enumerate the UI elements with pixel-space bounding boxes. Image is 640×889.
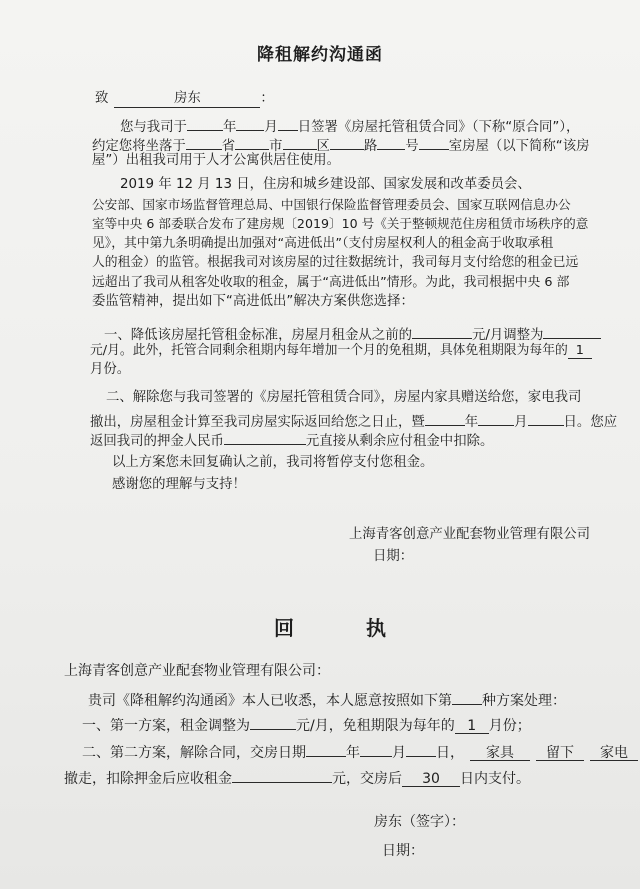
p2-line-7: 委监管精神，提出如下“高进低出”解决方案供您选择： [92,294,414,309]
handover-month-field [360,740,392,757]
text: 日， [436,745,464,761]
text: 返回我司的押金人民币 [90,434,224,449]
receipt-line-4 [64,766,530,788]
text: 撤出，房屋租金计算至我司房屋实际返回给您之日止，暨 [90,415,425,430]
number-field [377,133,405,150]
text: 室房屋（以下简称“该房 [448,139,590,154]
payment-days-field: 30 [402,770,460,787]
receivable-rent-field [232,766,332,783]
p2-line-2: 公安部、国家市场监督管理总局、中国银行保险监督管理委员会、国家互联网信息办公 [92,197,571,212]
text: 元/月调整为 [471,328,544,343]
text: 年 [464,415,479,430]
receipt-free-month-field: 1 [455,717,489,734]
old-rent-field [412,322,472,339]
text: 贵司《降租解约沟通函》本人已收悉，本人愿意按照如下第 [88,693,452,709]
sign-month-field [236,114,264,131]
company-name: 上海青客创意产业配套物业管理有限公司 [349,527,591,542]
text: 撤走，扣除押金后应收租金 [64,771,232,787]
thanks-line: 感谢您的理解与支持！ [112,477,246,492]
receipt-title: 回执 [274,616,458,640]
furniture-field: 家具 [470,744,530,761]
text: 年 [346,745,360,761]
return-month-field [478,409,514,426]
p1-line-3: 屋”）出租我司用于人才公寓供居住使用。 [92,153,340,168]
salutation-line [95,90,274,108]
furniture-action-field: 留下 [536,744,584,761]
free-month-field: 1 [568,342,592,359]
text: 约定您将坐落于 [92,139,186,154]
handover-day-field [406,740,436,757]
room-field [419,133,449,150]
text: 省 [221,139,236,154]
p2-line-5: 人的租金）的监管。根据我司对该房屋的过往数据统计，我司每月支付给您的租金已远 [92,255,579,270]
letter-date-label: 日期： [373,549,414,564]
text: 一、降低该房屋托管租金标准，房屋月租金从之前的 [104,328,412,343]
receipt-date-label: 日期： [382,843,424,859]
text: 月份； [488,718,531,734]
text: 日内支付。 [460,771,530,787]
p2-line-1: 2019 年 12 月 13 日，住房和城乡建设部、国家发展和改革委员会、 [120,177,531,192]
text: 一、第一方案，租金调整为 [82,718,250,734]
text: 路 [363,139,378,154]
text: 区 [316,139,330,154]
option1-line-2 [90,342,592,360]
appliance-field: 家电 [590,744,638,761]
text: 日签署《房屋托管租赁合同》（下称“原合同”）， [297,120,580,135]
option2-line-3 [90,428,493,451]
p2-line-4: 见》，其中第九条明确提出加强对“高进低出”（支付房屋权利人的租金高于收取承租 [92,236,554,251]
receipt-line-3 [82,740,638,762]
sign-day-field [278,114,298,131]
text: 二、第二方案，解除合同，交房日期 [82,745,306,761]
deposit-field [224,428,306,445]
receipt-rent-field [250,713,296,730]
return-day-field [528,409,564,426]
return-year-field [425,409,465,426]
city-field [235,133,269,150]
p2-line-6: 远超出了我司从租客处收取的租金，属于“高进低出”情形。为此，我司根据中央 6 部 [92,275,570,290]
sign-year-field [187,114,223,131]
text: 元，交房后 [332,771,402,787]
text: 月 [264,120,278,135]
text: 号 [405,139,419,154]
salutation-label: 致 [95,91,109,106]
new-rent-field [543,322,601,339]
district-field [283,133,317,150]
p2-line-3: 室等中央 6 部委联合发布了建房规〔2019〕10 号《关于整顿规范住房租赁市场秩序的意 [92,216,589,231]
text: 种方案处理： [482,693,566,709]
receipt-line-2 [82,713,531,735]
landlord-name-field: 房东 [114,90,260,108]
road-field [330,133,364,150]
salutation-colon: ： [260,91,274,106]
text: 月 [392,745,406,761]
option2-line-1: 二、解除您与我司签署的《房屋托管租赁合同》，房屋内家具赠送给您，家电我司 [106,390,582,405]
province-field [186,133,222,150]
plan-choice-field [452,688,482,705]
text: 年 [222,120,237,135]
landlord-signature-label: 房东（签字）： [374,814,465,830]
letter-title: 降租解约沟通函 [257,45,383,65]
text: 元直接从剩余应付租金中扣除。 [305,434,494,449]
text: 日。您应 [563,415,618,430]
receipt-line-1 [88,688,566,710]
text: 您与我司于 [120,120,187,135]
text: 月 [514,415,528,430]
handover-year-field [306,740,346,757]
suspend-notice: 以上方案您未回复确认之前，我司将暂停支付您租金。 [112,455,434,470]
text: 元/月。此外，托管合同剩余租期内每年增加一个月的免租期，具体免租期限为每年的 [90,343,568,358]
text: 市 [269,139,283,154]
text: 元/月，免租期限为每年的 [296,718,455,734]
option1-line-3: 月份。 [90,362,131,377]
receipt-addressee: 上海青客创意产业配套物业管理有限公司： [64,663,330,679]
